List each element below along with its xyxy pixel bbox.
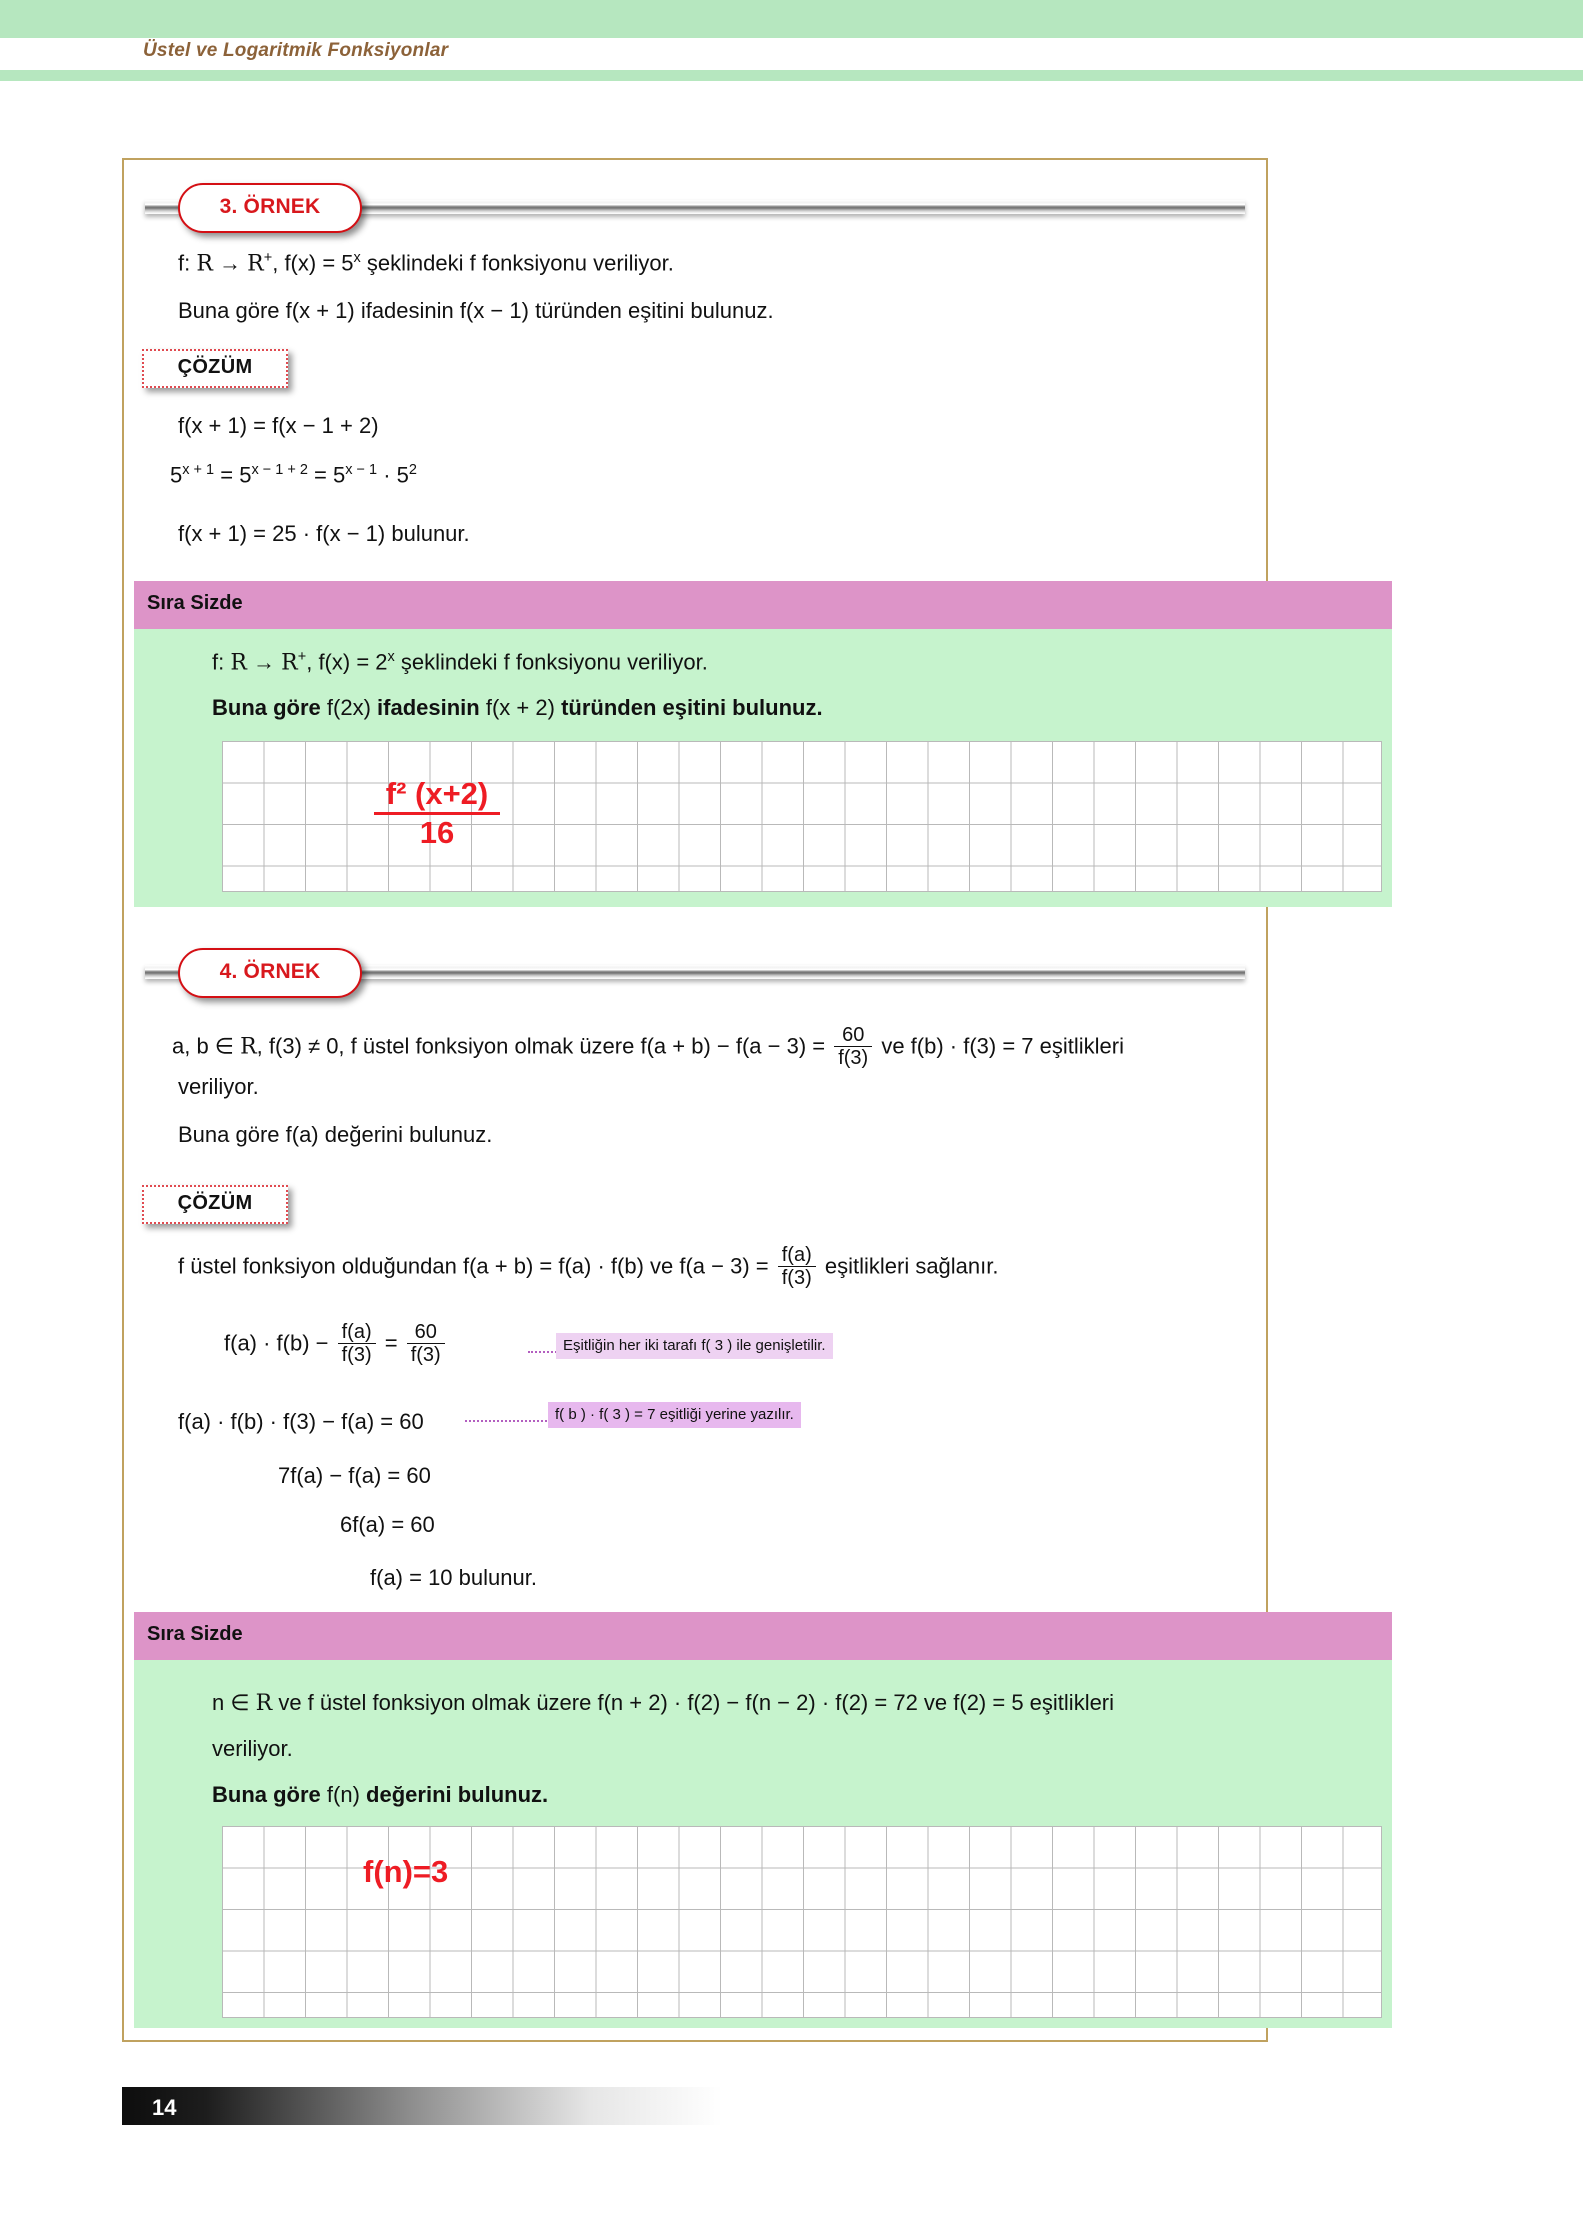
example4-solution-line3: f(a) · f(b) · f(3) − f(a) = 60 [178,1409,424,1434]
example4-statement-line3: Buna göre f(a) değerini bulunuz. [178,1122,493,1147]
sira2-line2: veriliyor. [212,1736,293,1761]
page-number-bar [122,2087,722,2125]
sira2-handwritten-answer: f(n)=3 [363,1854,449,1889]
example4-solution-line1: f üstel fonksiyon olduğundan f(a + b) = f(a) · f(b) ve f(a − 3) = $\frac{f(a)}{f(3)}$ eşitlikleri sağlanır. [178,1244,999,1290]
example3-solution-badge: ÇÖZÜM [142,349,288,388]
example4-solution-line6: f(a) = 10 bulunur. [370,1565,537,1590]
page-number: 14 [152,2095,177,2120]
sira2-line3: Buna göre f(n) değerini bulunuz. [212,1782,549,1807]
sira1-line2: Buna göre f(2x) ifadesinin f(x + 2) türünden eşitini bulunuz. [212,695,823,720]
example4-badge: 4. ÖRNEK [178,948,362,998]
example4-callout-2: f( b ) · f( 3 ) = 7 eşitliği yerine yazılır. [548,1402,801,1428]
page-title: Üstel ve Logaritmik Fonksiyonlar [143,40,449,61]
sira1-handwritten-answer: $\frac{\text{f² (x+2)}}{16}$ [374,777,500,850]
callout2-leader [465,1420,551,1422]
example4-solution-line5: 6f(a) = 60 [340,1512,435,1537]
example4-callout-1: Eşitliğin her iki tarafı f( 3 ) ile genişletilir. [556,1333,833,1359]
example3-badge: 3. ÖRNEK [178,183,362,233]
sira2-line1: n ∈ R ve f üstel fonksiyon olmak üzere f(n + 2) · f(2) − f(n − 2) · f(2) = 72 ve f(2) = 5 eşitlikleri [212,1690,1115,1716]
example3-solution-line2: $5^{x + 1} = 5^{x - 1 + 2} = 5^{x - 1} \cdot 5^2$ [170,462,417,488]
example4-solution-line4: 7f(a) − f(a) = 60 [278,1463,431,1488]
example3-statement-line1: f: R → R+, $f(x) = 5^x$ şeklindeki f fonksiyonu veriliyor. [178,250,674,277]
example3-solution-line3: f(x + 1) = 25 · f(x − 1) bulunur. [178,521,470,546]
example4-solution-badge: ÇÖZÜM [142,1185,288,1224]
sira-sizde-2-header: Sıra Sizde [134,1612,1392,1660]
sira1-line1: f: R → R+, $f(x) = 2^x$ şeklindeki f fonksiyonu veriliyor. [212,649,708,676]
example4-statement-line2: veriliyor. [178,1074,259,1099]
example4-statement-line1: a, b ∈ R, f(3) ≠ 0, f üstel fonksiyon olmak üzere f(a + b) − f(a − 3) = $\frac{60}{f(3)}$ ve f(b) · f(3) = 7 eşitlikleri [172,1024,1124,1070]
sira-sizde-1-header: Sıra Sizde [134,581,1392,629]
header-green-band-bottom [0,70,1583,81]
example3-statement-line2: Buna göre f(x + 1) ifadesinin f(x − 1) türünden eşitini bulunuz. [178,298,774,323]
example3-solution-line1: f(x + 1) = f(x − 1 + 2) [178,413,379,438]
example4-solution-line2: f(a) · f(b) − $\frac{f(a)}{f(3)}$ = $\frac{60}{f(3)}$ [224,1322,448,1368]
header-green-band-top [0,0,1583,38]
